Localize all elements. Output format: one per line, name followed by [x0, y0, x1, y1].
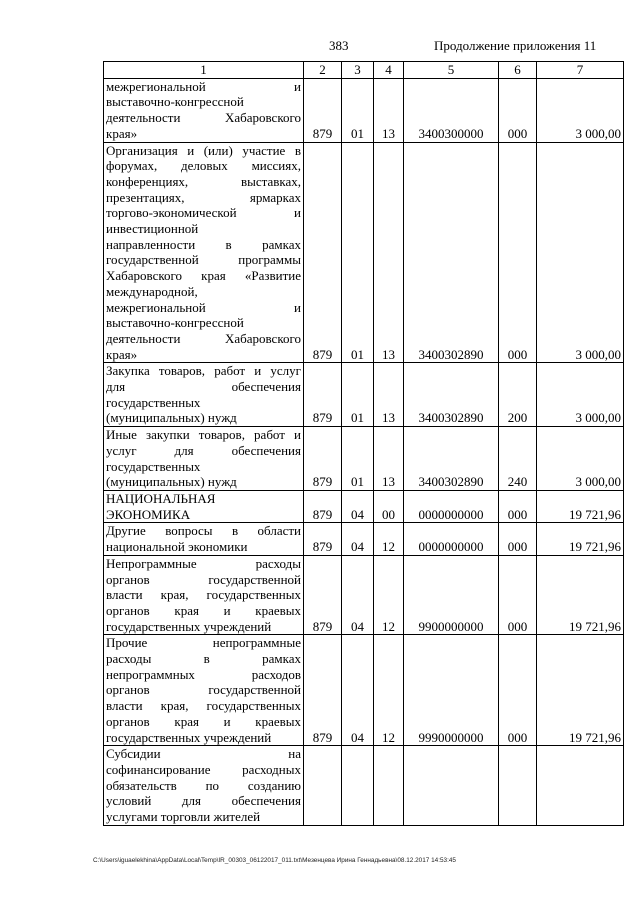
- target-article-cell: 0000000000: [404, 523, 499, 555]
- row-name-line: власти края, государственных: [106, 698, 301, 714]
- row-name-cell: [104, 142, 304, 363]
- target-article-cell: 9900000000: [404, 555, 499, 635]
- row-name-line: международной,: [106, 283, 198, 299]
- row-name-line: (муниципальных) нужд: [106, 410, 237, 426]
- row-name-line: презентациях, ярмарках: [106, 189, 301, 205]
- row-name-cell: [104, 635, 304, 746]
- gri-cell: 879: [304, 427, 342, 491]
- amount-cell: 3 000,00: [537, 78, 624, 142]
- row-name-line: Субсидии на: [106, 746, 301, 762]
- row-name-line: инвестиционной: [106, 221, 199, 237]
- row-name-line: для обеспечения: [106, 379, 301, 395]
- row-name-line: государственных: [106, 458, 201, 474]
- row-name-line: государственных: [106, 394, 201, 410]
- expense-type-cell: 000: [499, 555, 537, 635]
- subsection-cell: 12: [374, 635, 404, 746]
- row-name-line: торгово-экономической и: [106, 205, 301, 221]
- expense-type-cell: 000: [499, 635, 537, 746]
- subsection-cell: [374, 746, 404, 826]
- table-header-row: [104, 62, 624, 79]
- gri-cell: 879: [304, 635, 342, 746]
- amount-cell: 19 721,96: [537, 490, 624, 522]
- section-cell: 01: [342, 78, 374, 142]
- row-name-line: деятельности Хабаровского: [106, 110, 301, 126]
- gri-cell: 879: [304, 555, 342, 635]
- target-article-cell: [404, 746, 499, 826]
- row-name-line: национальной экономики: [106, 539, 248, 555]
- subsection-cell: 13: [374, 363, 404, 427]
- row-name-line: НАЦИОНАЛЬНАЯ: [106, 490, 216, 506]
- row-name-line: государственных учреждений: [106, 729, 272, 745]
- subsection-cell: 12: [374, 523, 404, 555]
- gri-cell: 879: [304, 78, 342, 142]
- expense-type-cell: 000: [499, 523, 537, 555]
- row-name-line: власти края, государственных: [106, 587, 301, 603]
- row-name-line: софинансирование расходных: [106, 761, 301, 777]
- column-header: 3: [342, 62, 374, 79]
- row-name-line: Прочие непрограммные: [106, 635, 301, 651]
- row-name-line: края»: [106, 346, 138, 362]
- row-name-line: расходы в рамках: [106, 651, 301, 667]
- gri-cell: 879: [304, 490, 342, 522]
- section-cell: 01: [342, 363, 374, 427]
- table-row: [104, 635, 624, 746]
- row-name-line: органов края и краевых: [106, 602, 301, 618]
- row-name-cell: [104, 746, 304, 826]
- row-name-line: межрегиональной и: [106, 299, 301, 315]
- row-name-line: ЭКОНОМИКА: [106, 506, 191, 522]
- gri-cell: 879: [304, 363, 342, 427]
- row-name-line: Другие вопросы в области: [106, 523, 301, 539]
- target-article-cell: 3400300000: [404, 78, 499, 142]
- file-path-footer: C:\Users\iguaelekhina\AppData\Local\Temp\IR_00303_06122017_011.txt\Мезенцева Ирина Геннадьевна\08.12.2017 14:53:45: [93, 857, 456, 864]
- subsection-cell: 12: [374, 555, 404, 635]
- section-cell: 04: [342, 635, 374, 746]
- section-cell: 01: [342, 427, 374, 491]
- amount-cell: 3 000,00: [537, 142, 624, 363]
- row-name-line: направленности в рамках: [106, 236, 301, 252]
- row-name-line: форумах, деловых миссиях,: [106, 158, 301, 174]
- row-name-cell: [104, 523, 304, 555]
- expense-type-cell: 000: [499, 78, 537, 142]
- table-row: [104, 746, 624, 826]
- column-header: 2: [304, 62, 342, 79]
- section-cell: 01: [342, 142, 374, 363]
- row-name-line: непрограммных расходов: [106, 666, 301, 682]
- expense-type-cell: [499, 746, 537, 826]
- gri-cell: [304, 746, 342, 826]
- row-name-line: конференциях, выставках,: [106, 173, 301, 189]
- table-row: [104, 78, 624, 142]
- row-name-line: края»: [106, 125, 138, 141]
- row-name-line: обязательств по созданию: [106, 777, 301, 793]
- row-name-line: Хабаровского края «Развитие: [106, 268, 301, 284]
- column-header: 1: [104, 62, 304, 79]
- amount-cell: 19 721,96: [537, 523, 624, 555]
- expense-type-cell: 200: [499, 363, 537, 427]
- subsection-cell: 13: [374, 427, 404, 491]
- table-row: [104, 555, 624, 635]
- subsection-cell: 13: [374, 78, 404, 142]
- section-cell: [342, 746, 374, 826]
- target-article-cell: 0000000000: [404, 490, 499, 522]
- row-name-line: услугами торговли жителей: [106, 809, 261, 825]
- section-cell: 04: [342, 555, 374, 635]
- subsection-cell: 13: [374, 142, 404, 363]
- table-body: [104, 78, 624, 825]
- row-name-line: Закупка товаров, работ и услуг: [106, 363, 301, 379]
- column-header: 6: [499, 62, 537, 79]
- page-number: 383: [329, 38, 349, 53]
- table-row: [104, 427, 624, 491]
- row-name-line: государственных учреждений: [106, 618, 272, 634]
- row-name-line: услуг для обеспечения: [106, 442, 301, 458]
- column-header: 5: [404, 62, 499, 79]
- column-header: 7: [537, 62, 624, 79]
- row-name-line: (муниципальных) нужд: [106, 474, 237, 490]
- row-name-line: условий для обеспечения: [106, 793, 301, 809]
- expense-type-cell: 000: [499, 490, 537, 522]
- target-article-cell: 3400302890: [404, 363, 499, 427]
- table-row: [104, 142, 624, 363]
- row-name-line: органов государственной: [106, 571, 301, 587]
- row-name-cell: [104, 427, 304, 491]
- column-header: 4: [374, 62, 404, 79]
- amount-cell: 3 000,00: [537, 427, 624, 491]
- appendix-note: Продолжение приложения 11: [434, 38, 597, 53]
- row-name-cell: [104, 363, 304, 427]
- row-name-line: Организация и (или) участие в: [106, 142, 301, 158]
- table-row: [104, 523, 624, 555]
- row-name-line: межрегиональной и: [106, 78, 301, 94]
- row-name-cell: [104, 78, 304, 142]
- target-article-cell: 3400302890: [404, 427, 499, 491]
- expense-type-cell: 240: [499, 427, 537, 491]
- amount-cell: 3 000,00: [537, 363, 624, 427]
- amount-cell: [537, 746, 624, 826]
- amount-cell: 19 721,96: [537, 635, 624, 746]
- expense-type-cell: 000: [499, 142, 537, 363]
- row-name-line: органов края и краевых: [106, 713, 301, 729]
- section-cell: 04: [342, 523, 374, 555]
- row-name-line: выставочно-конгрессной: [106, 315, 244, 331]
- section-cell: 04: [342, 490, 374, 522]
- gri-cell: 879: [304, 142, 342, 363]
- amount-cell: 19 721,96: [537, 555, 624, 635]
- row-name-line: деятельности Хабаровского: [106, 330, 301, 346]
- table-row: [104, 490, 624, 522]
- row-name-cell: [104, 555, 304, 635]
- subsection-cell: 00: [374, 490, 404, 522]
- row-name-line: органов государственной: [106, 682, 301, 698]
- target-article-cell: 3400302890: [404, 142, 499, 363]
- target-article-cell: 9990000000: [404, 635, 499, 746]
- row-name-line: Иные закупки товаров, работ и: [106, 427, 301, 443]
- table-row: [104, 363, 624, 427]
- row-name-line: государственной программы: [106, 252, 301, 268]
- row-name-cell: [104, 490, 304, 522]
- row-name-line: Непрограммные расходы: [106, 555, 301, 571]
- budget-table: [103, 61, 624, 826]
- gri-cell: 879: [304, 523, 342, 555]
- row-name-line: выставочно-конгрессной: [106, 94, 244, 110]
